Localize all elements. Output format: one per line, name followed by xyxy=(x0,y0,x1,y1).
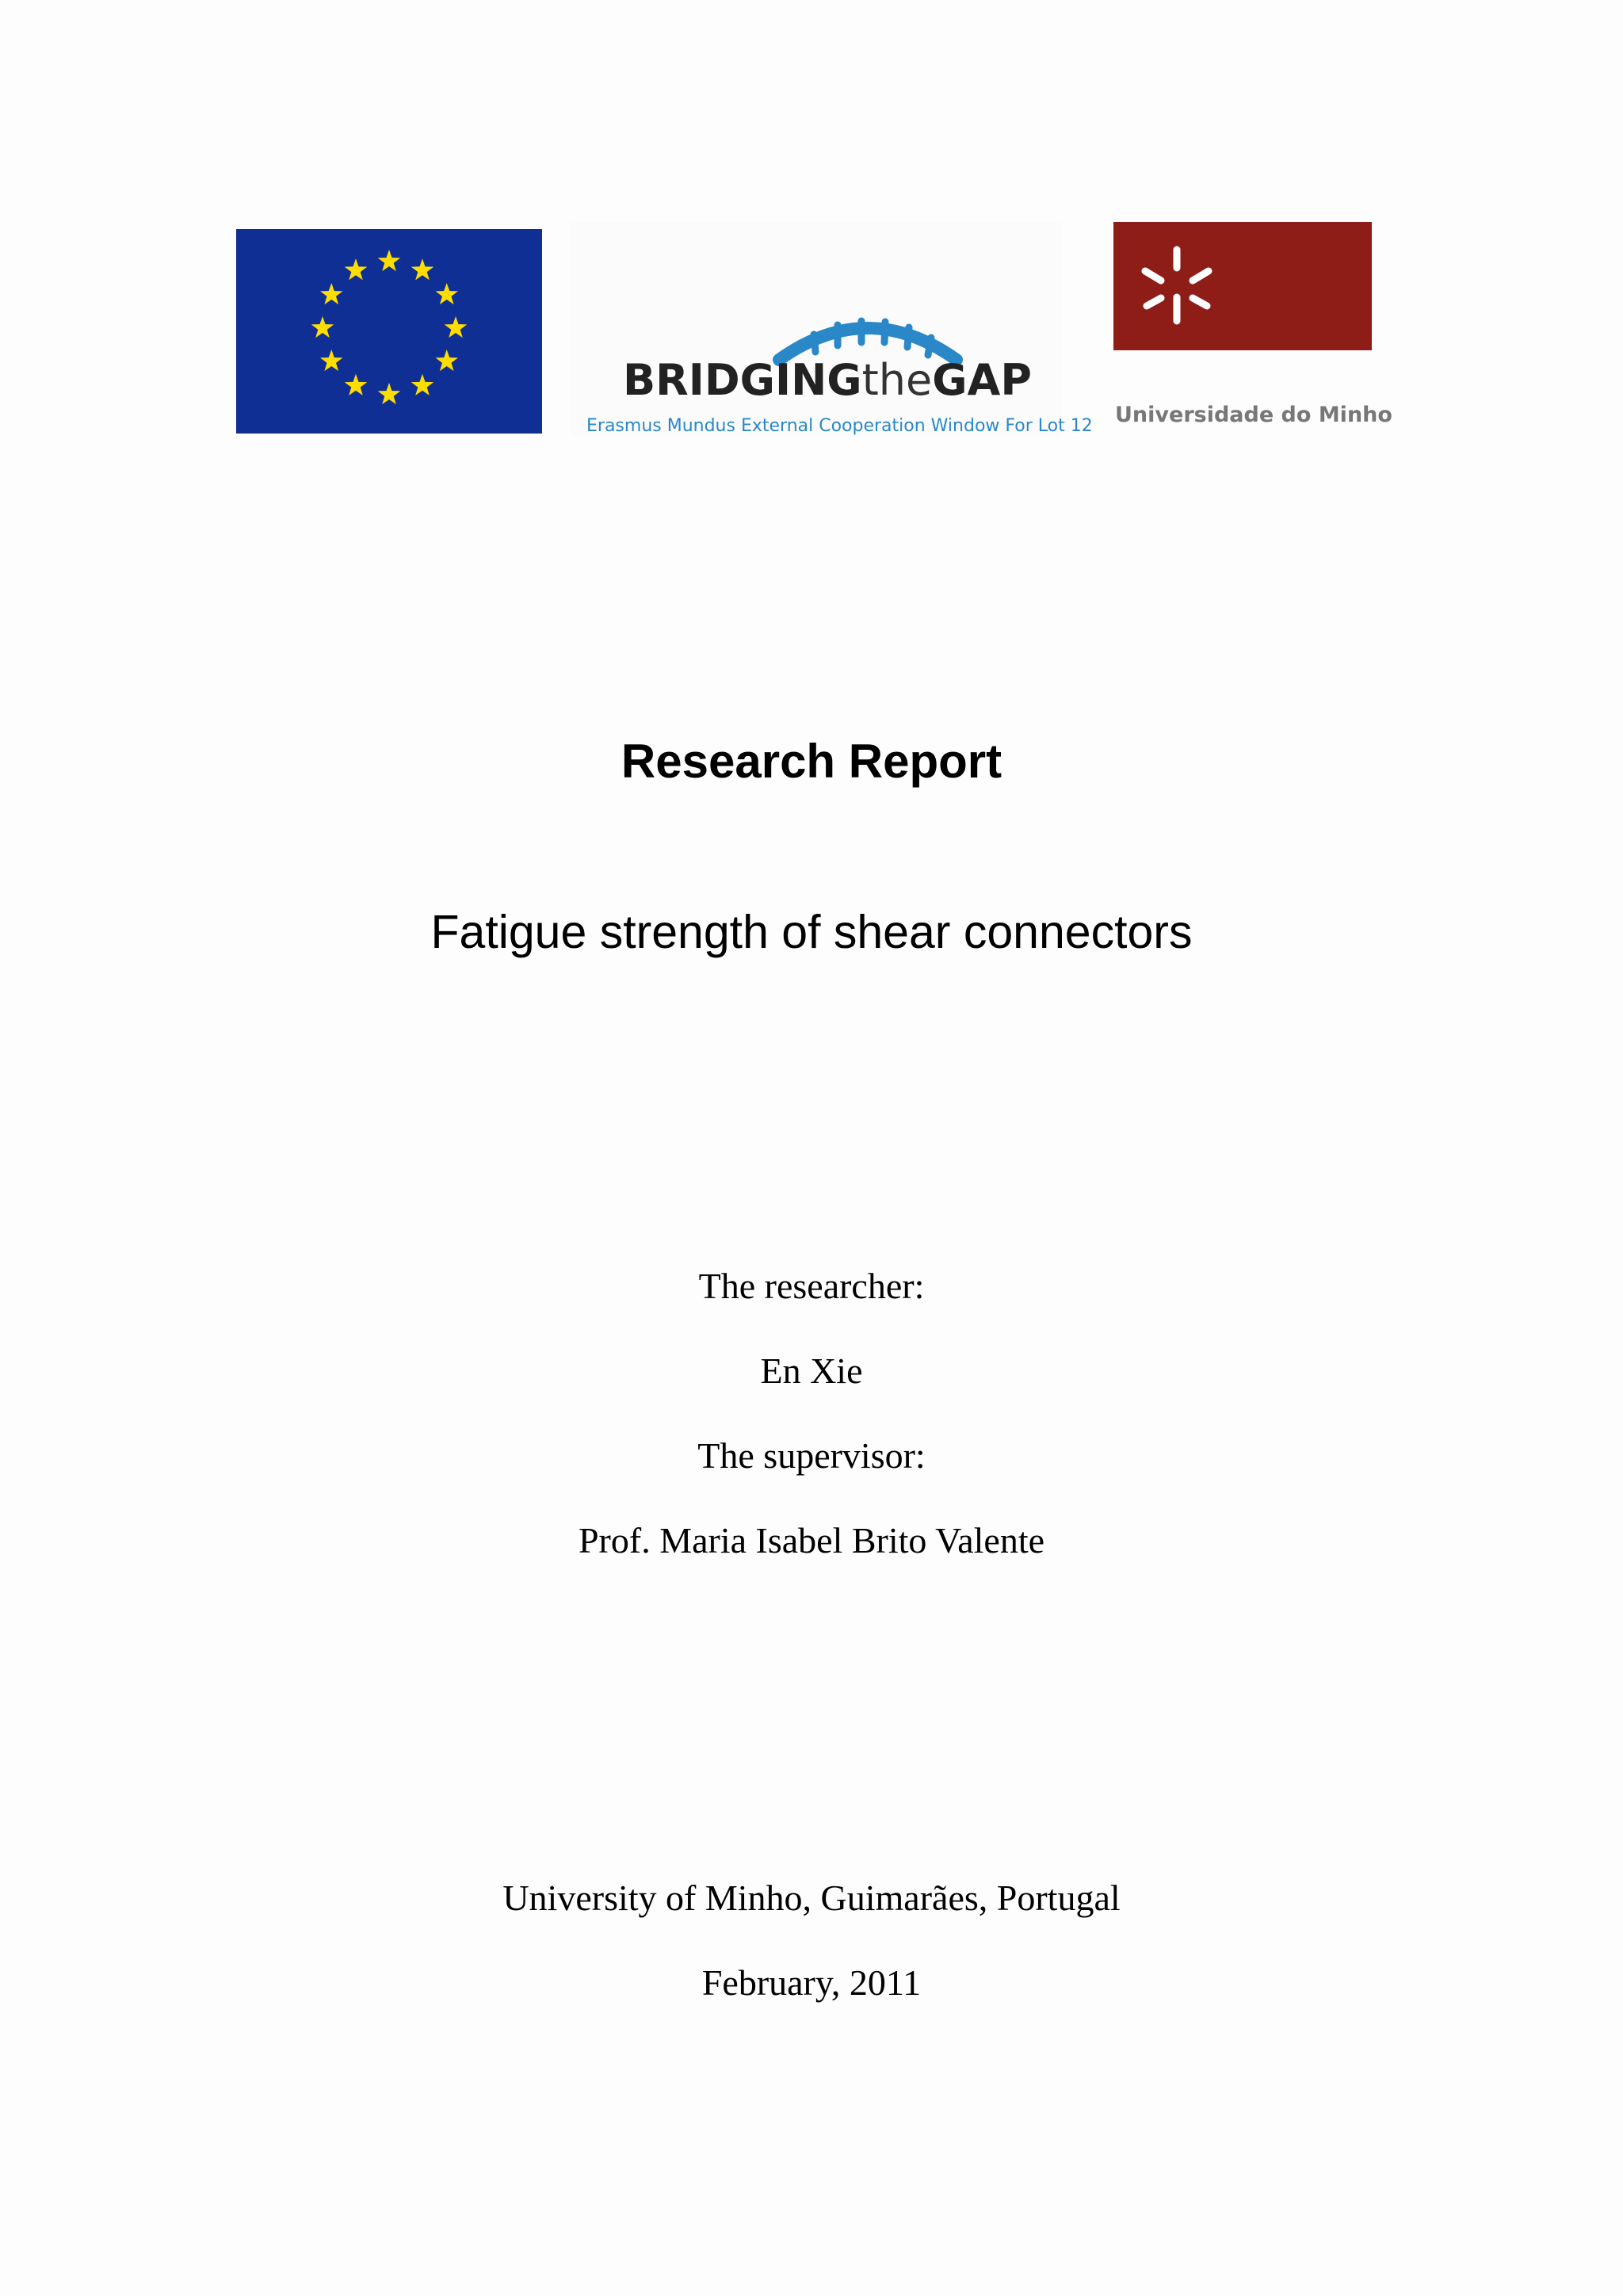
eu-star-icon xyxy=(320,283,343,304)
uminho-logo xyxy=(1113,222,1392,436)
eu-star-icon xyxy=(411,374,434,395)
eu-star-icon xyxy=(445,316,468,338)
eu-star-icon xyxy=(436,350,459,371)
researcher-label: The researcher: xyxy=(698,1266,925,1306)
eu-star-icon xyxy=(378,383,401,404)
eu-star-icon xyxy=(411,258,434,280)
logo-row xyxy=(0,214,1623,452)
eu-flag-icon xyxy=(236,229,542,434)
credits-block xyxy=(0,1259,1623,1598)
bridging-logo-subtitle: Erasmus Mundus External Cooperation Window For Lot 12 xyxy=(586,416,1093,436)
eu-star-icon xyxy=(345,374,368,395)
footer-block xyxy=(0,1870,1623,2040)
eu-star-icon xyxy=(311,316,334,338)
eu-star-icon xyxy=(320,350,343,371)
page-subtitle: Fatigue strength of shear connectors xyxy=(430,906,1193,958)
eu-star-icon xyxy=(436,283,459,304)
date-text: February, 2011 xyxy=(701,1962,922,2003)
eu-star-icon xyxy=(345,258,368,280)
institution-text: University of Minho, Guimarães, Portugal xyxy=(502,1878,1121,1918)
researcher-name: En Xie xyxy=(760,1350,863,1391)
bridging-logo-wordmark: BRIDGINGtheGAP xyxy=(623,355,1032,405)
eu-star-icon xyxy=(378,250,401,271)
uminho-name: Universidade do Minho xyxy=(1115,403,1392,427)
supervisor-label: The supervisor: xyxy=(697,1435,926,1476)
bridging-the-gap-logo xyxy=(571,222,1093,436)
uminho-emblem-icon xyxy=(1113,222,1372,350)
supervisor-name: Prof. Maria Isabel Brito Valente xyxy=(578,1520,1045,1561)
page-title: Research Report xyxy=(621,735,1002,788)
